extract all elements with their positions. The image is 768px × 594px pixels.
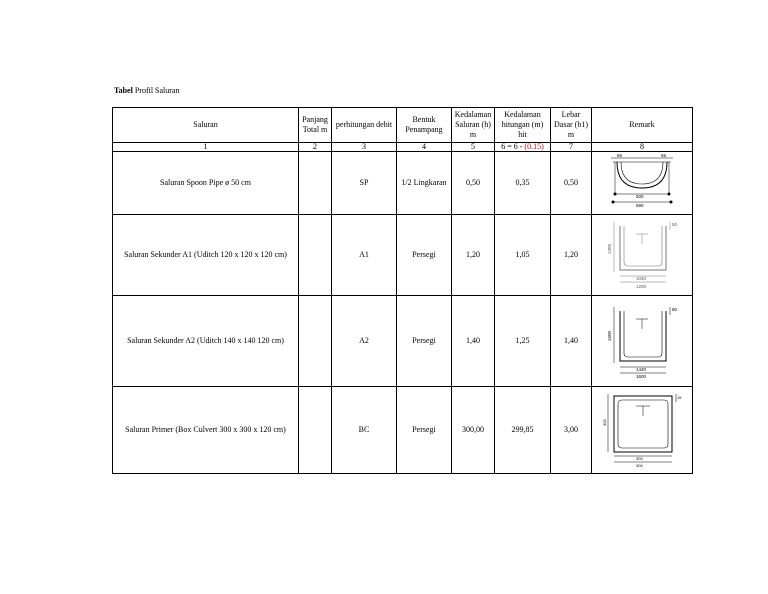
col-number-6 xyxy=(495,143,551,152)
saluran-cell: Saluran Spoon Pipe ø 50 cm xyxy=(113,152,299,215)
dim-inner: 1440 xyxy=(636,367,647,372)
col-number-6-offset: (0.15) xyxy=(524,142,544,151)
remark-cell xyxy=(592,152,693,215)
panjang-cell xyxy=(299,387,332,474)
dim-outer: 1200 xyxy=(636,284,647,289)
header-lebar-dasar: Lebar Dasar (b1) m xyxy=(551,108,592,143)
debit-cell: A1 xyxy=(332,215,397,296)
header-kedalaman: Kedalaman Saluran (h) m xyxy=(452,108,495,143)
col-number-8: 8 xyxy=(592,143,693,152)
debit-cell: A2 xyxy=(332,296,397,387)
caption-text: Profil Saluran xyxy=(132,86,180,95)
spoon-pipe-section-drawing xyxy=(603,154,681,212)
box-culvert-section-drawing xyxy=(600,390,684,470)
uditch-a2-section-drawing xyxy=(602,301,682,381)
header-panjang: Panjang Total m xyxy=(299,108,332,143)
dim-top: 80 xyxy=(672,307,678,312)
header-bentuk: Bentuk Penampang xyxy=(397,108,452,143)
col-number-5: 5 xyxy=(452,143,495,152)
lebar-dasar-cell: 0,50 xyxy=(551,152,592,215)
table-row xyxy=(113,296,693,387)
kedalaman-cell: 300,00 xyxy=(452,387,495,474)
kedalaman-hitungan-cell: 299,85 xyxy=(495,387,551,474)
dim-inner: 300 xyxy=(636,456,643,461)
col-number-7: 7 xyxy=(551,143,592,152)
uditch-a1-section-drawing xyxy=(602,218,682,292)
saluran-cell: Saluran Primer (Box Culvert 300 x 300 x 120 cm) xyxy=(113,387,299,474)
panjang-cell xyxy=(299,215,332,296)
remark-cell xyxy=(592,387,693,474)
dim-inner: 500 xyxy=(636,194,644,199)
kedalaman-hitungan-cell: 0,35 xyxy=(495,152,551,215)
bentuk-cell: Persegi xyxy=(397,296,452,387)
bentuk-cell: 1/2 Lingkaran xyxy=(397,152,452,215)
saluran-cell: Saluran Sekunder A2 (Uditch 140 x 140 120 cm) xyxy=(113,296,299,387)
remark-cell xyxy=(592,215,693,296)
dim-top-left: 65 xyxy=(617,154,623,158)
saluran-cell: Saluran Sekunder A1 (Uditch 120 x 120 x 120 cm) xyxy=(113,215,299,296)
table-row xyxy=(113,387,693,474)
col-number-2: 2 xyxy=(299,143,332,152)
dim-top: 15 xyxy=(677,395,682,400)
kedalaman-cell: 1,20 xyxy=(452,215,495,296)
header-remark: Remark xyxy=(592,108,693,143)
lebar-dasar-cell: 1,40 xyxy=(551,296,592,387)
kedalaman-cell: 0,50 xyxy=(452,152,495,215)
header-debit: perhitungan debit xyxy=(332,108,397,143)
kedalaman-hitungan-cell: 1,05 xyxy=(495,215,551,296)
dim-side: 1600 xyxy=(607,330,612,341)
dim-top-right: 65 xyxy=(661,154,667,158)
dim-outer: 590 xyxy=(636,203,644,208)
dim-top: 50 xyxy=(672,222,678,227)
caption-bold: Tabel xyxy=(114,86,133,95)
kedalaman-cell: 1,40 xyxy=(452,296,495,387)
col-number-3: 3 xyxy=(332,143,397,152)
panjang-cell xyxy=(299,152,332,215)
debit-cell: BC xyxy=(332,387,397,474)
lebar-dasar-cell: 3,00 xyxy=(551,387,592,474)
dim-outer: 300 xyxy=(636,463,643,468)
bentuk-cell: Persegi xyxy=(397,387,452,474)
table-row xyxy=(113,215,693,296)
table-caption xyxy=(114,86,180,95)
col-number-1: 1 xyxy=(113,143,299,152)
col-number-6-formula: 6 = 6 - xyxy=(501,142,525,151)
header-saluran: Saluran xyxy=(113,108,299,143)
column-number-row xyxy=(113,143,693,152)
table-row xyxy=(113,152,693,215)
debit-cell: SP xyxy=(332,152,397,215)
header-row xyxy=(113,108,693,143)
panjang-cell xyxy=(299,296,332,387)
dim-side: 1200 xyxy=(607,243,612,254)
remark-cell xyxy=(592,296,693,387)
lebar-dasar-cell: 1,20 xyxy=(551,215,592,296)
dim-inner: 1040 xyxy=(636,276,647,281)
bentuk-cell: Persegi xyxy=(397,215,452,296)
profil-saluran-table xyxy=(112,107,693,474)
kedalaman-hitungan-cell: 1,25 xyxy=(495,296,551,387)
dim-side: 300 xyxy=(602,419,607,426)
header-kedalaman-hitungan: Kedalaman hitungan (m) hit xyxy=(495,108,551,143)
col-number-4: 4 xyxy=(397,143,452,152)
dim-outer: 1600 xyxy=(636,374,647,379)
